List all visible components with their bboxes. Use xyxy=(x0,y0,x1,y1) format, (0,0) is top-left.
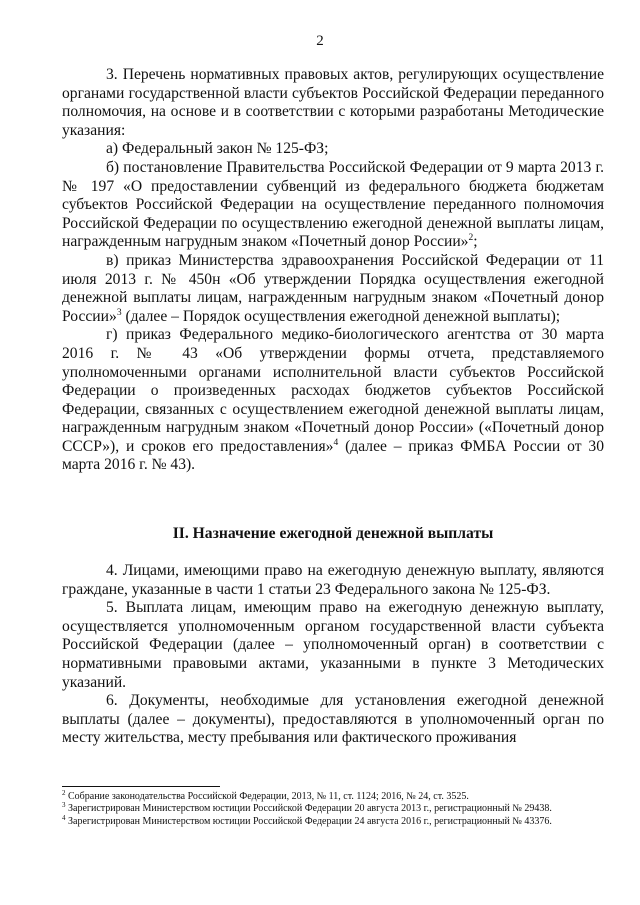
section-2-body xyxy=(62,562,604,748)
item-g-text: г) приказ Федерального медико-биологического агентства от 30 марта 2016 г. № 43 «Об утверждении формы отчета, представляемого уполномоченными органами исполнительной власти субъектов Российской Федерации о произведенных расходах бюджетов субъектов Российской Федерации, связанных с осуществлением ежегодной денежной выплаты лицам, награжденным нагрудным знаком «Почетный донор России» («Почетный донор СССР»), и сроков его предоставления» xyxy=(62,326,604,455)
footnote-mark: 2 xyxy=(62,789,66,797)
section-1-body xyxy=(62,66,604,475)
footnote-ref-4: 4 xyxy=(333,437,339,448)
footnote-text: Зарегистрирован Министерством юстиции Российской Федерации 20 августа 2013 г., регистрационный № 29438. xyxy=(65,803,552,815)
footnote-text: Зарегистрирован Министерством юстиции Российской Федерации 24 августа 2016 г., регистрационный № 43376. xyxy=(65,815,552,827)
item-v xyxy=(62,252,604,326)
footnotes xyxy=(62,791,604,828)
footnote-divider xyxy=(62,786,220,787)
item-g xyxy=(62,326,604,475)
item-g-end: (далее – приказ ФМБА России от 30 марта 2016 г. № 43). xyxy=(62,437,604,474)
item-b-text: б) постановление Правительства Российской Федерации от 9 марта 2013 г. № 197 «О предоставлении субвенций из федерального бюджета бюджетам субъектов Российской Федерации на осуществление переданного полномочия Российской Федерации по осуществлению ежегодной денежной выплаты лицам, награжденным нагрудным знаком «Почетный донор России» xyxy=(62,158,604,251)
item-v-text: в) приказ Министерства здравоохранения Российской Федерации от 11 июля 2013 г. № 450н «Об утверждении Порядка осуществления ежегодной денежной выплаты лицам, награжденным нагрудным знаком «Почетный донор России» xyxy=(62,251,604,325)
footnote-4 xyxy=(62,813,604,828)
paragraph-3: 3. Перечень нормативных правовых актов, регулирующих осуществление органами государственной власти субъектов Российской Федерации переданного полномочия, на основе и в соответствии с которыми разработаны Методические указания: xyxy=(62,66,604,139)
page-number: 2 xyxy=(316,33,324,49)
item-b-end: ; xyxy=(473,233,478,251)
footnote-text: Собрание законодательства Российской Федерации, 2013, № 11, ст. 1124; 2016, № 24, ст. 3525. xyxy=(65,791,469,802)
footnote-3 xyxy=(62,803,604,815)
item-a: а) Федеральный закон № 125-ФЗ; xyxy=(106,140,329,158)
footnote-ref-2: 2 xyxy=(468,233,474,244)
footnote-mark: 4 xyxy=(62,813,66,822)
paragraph-6: 6. Документы, необходимые для установления ежегодной денежной выплаты (далее – документы), предоставляются в уполномоченный орган по месту жительства, месту пребывания или фактического проживания xyxy=(62,692,604,747)
footnote-ref-3: 3 xyxy=(116,307,122,318)
section-2-heading: II. Назначение ежегодной денежной выплаты xyxy=(172,525,494,542)
paragraph-4: 4. Лицами, имеющими право на ежегодную денежную выплату, являются граждане, указанные в части 1 статьи 23 Федерального закона № 125-ФЗ. xyxy=(62,562,604,598)
item-v-end: (далее – Порядок осуществления ежегодной денежной выплаты); xyxy=(121,307,561,325)
paragraph-5: 5. Выплата лицам, имеющим право на ежегодную денежную выплату, осуществляется уполномоченным органом государственной власти субъекта Российской Федерации (далее – уполномоченный орган) в соответствии с нормативными правовыми актами, указанными в пункте 3 Методических указаний. xyxy=(62,599,604,691)
item-b xyxy=(62,159,604,252)
footnote-2 xyxy=(62,791,604,803)
footnote-mark: 3 xyxy=(62,801,66,810)
